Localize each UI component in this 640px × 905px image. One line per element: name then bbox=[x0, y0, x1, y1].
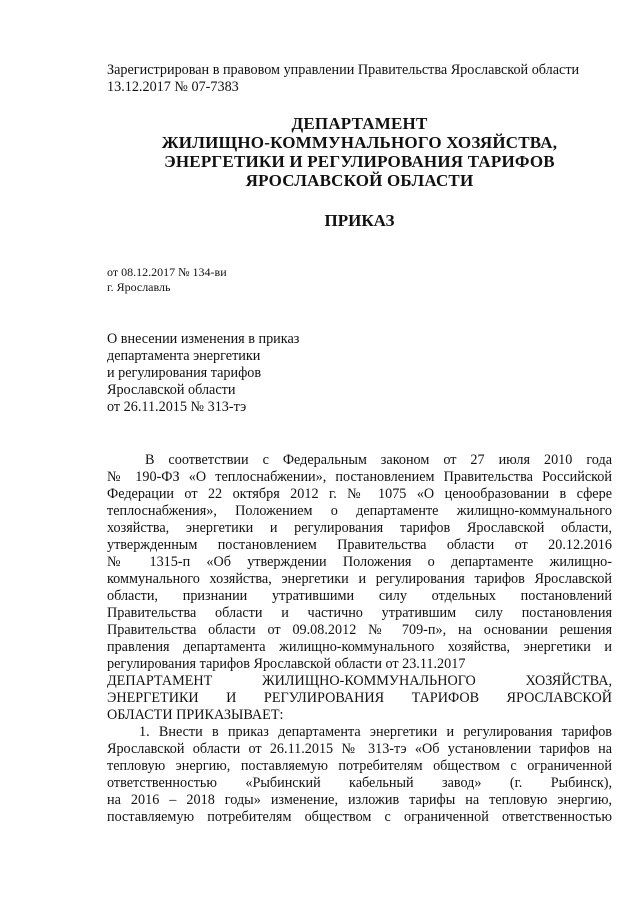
body-line: области, признании утратившими силу отдельных постановлений bbox=[107, 588, 612, 604]
registration-line-1: Зарегистрирован в правовом управлении Правительства Ярославской области bbox=[107, 62, 580, 78]
registration-line-2: 13.12.2017 № 07-7383 bbox=[107, 79, 239, 95]
order-subject bbox=[107, 331, 299, 416]
order-title: ПРИКАЗ bbox=[324, 211, 395, 230]
department-heading bbox=[107, 114, 612, 190]
body-line: Ярославской области от 26.11.2015 № 313-тэ «Об установлении тарифов на bbox=[107, 741, 612, 757]
body-line: Правительства области от 09.08.2012 № 709-п», на основании решения bbox=[107, 622, 612, 638]
subject-line: и регулирования тарифов bbox=[107, 365, 262, 381]
body-line: хозяйства, энергетики и регулирования тарифов Ярославской области, bbox=[107, 520, 612, 536]
body-line: ЭНЕРГЕТИКИ И РЕГУЛИРОВАНИЯ ТАРИФОВ ЯРОСЛАВСКОЙ bbox=[107, 690, 612, 706]
body-line: № 1315-п «Об утверждении Положения о департаменте жилищно- bbox=[107, 554, 612, 570]
body-line: поставляемую потребителям обществом с ограниченной ответственностью bbox=[107, 809, 612, 825]
subject-line: О внесении изменения в приказ bbox=[107, 331, 300, 347]
subject-line: департамента энергетики bbox=[107, 348, 261, 364]
body-line: ОБЛАСТИ ПРИКАЗЫВАЕТ: bbox=[107, 707, 284, 723]
body-line: теплоснабжения», Положением о департаменте жилищно-коммунального bbox=[107, 503, 612, 519]
order-date-number: от 08.12.2017 № 134-ви bbox=[107, 265, 227, 279]
body-line: Федерации от 22 октября 2012 г. № 1075 «О ценообразовании в сфере bbox=[107, 486, 612, 502]
body-line: на 2016 – 2018 годы» изменение, изложив тарифы на тепловую энергию, bbox=[107, 792, 612, 808]
subject-line: Ярославской области bbox=[107, 382, 236, 398]
order-meta bbox=[107, 265, 227, 295]
subject-line: от 26.11.2015 № 313-тэ bbox=[107, 399, 247, 415]
body-line: коммунального хозяйства, энергетики и регулирования тарифов Ярославской bbox=[107, 571, 612, 587]
body-line: В соответствии с Федеральным законом от 27 июля 2010 года bbox=[145, 452, 612, 468]
department-line-2: ЖИЛИЩНО-КОММУНАЛЬНОГО ХОЗЯЙСТВА, bbox=[161, 133, 558, 152]
body-line: Правительства области и частично утратившим силу постановления bbox=[107, 605, 612, 621]
body-line: регулирования тарифов Ярославской области от 23.11.2017 bbox=[107, 656, 466, 672]
department-line-1: ДЕПАРТАМЕНТ bbox=[291, 114, 428, 133]
order-city: г. Ярославль bbox=[107, 280, 171, 294]
body-line: утвержденным постановлением Правительства области от 20.12.2016 bbox=[107, 537, 612, 553]
order-body bbox=[107, 452, 612, 826]
body-line: ДЕПАРТАМЕНТ ЖИЛИЩНО-КОММУНАЛЬНОГО ХОЗЯЙСТВА, bbox=[107, 673, 612, 689]
body-line: правления департамента жилищно-коммунального хозяйства, энергетики и bbox=[107, 639, 612, 655]
body-line: 1. Внести в приказ департамента энергетики и регулирования тарифов bbox=[139, 724, 612, 740]
body-line: тепловую энергию, поставляемую потребителям обществом с ограниченной bbox=[107, 758, 612, 774]
department-line-3: ЭНЕРГЕТИКИ И РЕГУЛИРОВАНИЯ ТАРИФОВ bbox=[164, 152, 555, 171]
body-line: ответственностью «Рыбинский кабельный завод» (г. Рыбинск), bbox=[107, 775, 612, 791]
registration-note bbox=[107, 62, 627, 96]
department-line-4: ЯРОСЛАВСКОЙ ОБЛАСТИ bbox=[245, 171, 474, 190]
body-line: № 190-ФЗ «О теплоснабжении», постановлением Правительства Российской bbox=[107, 469, 612, 485]
